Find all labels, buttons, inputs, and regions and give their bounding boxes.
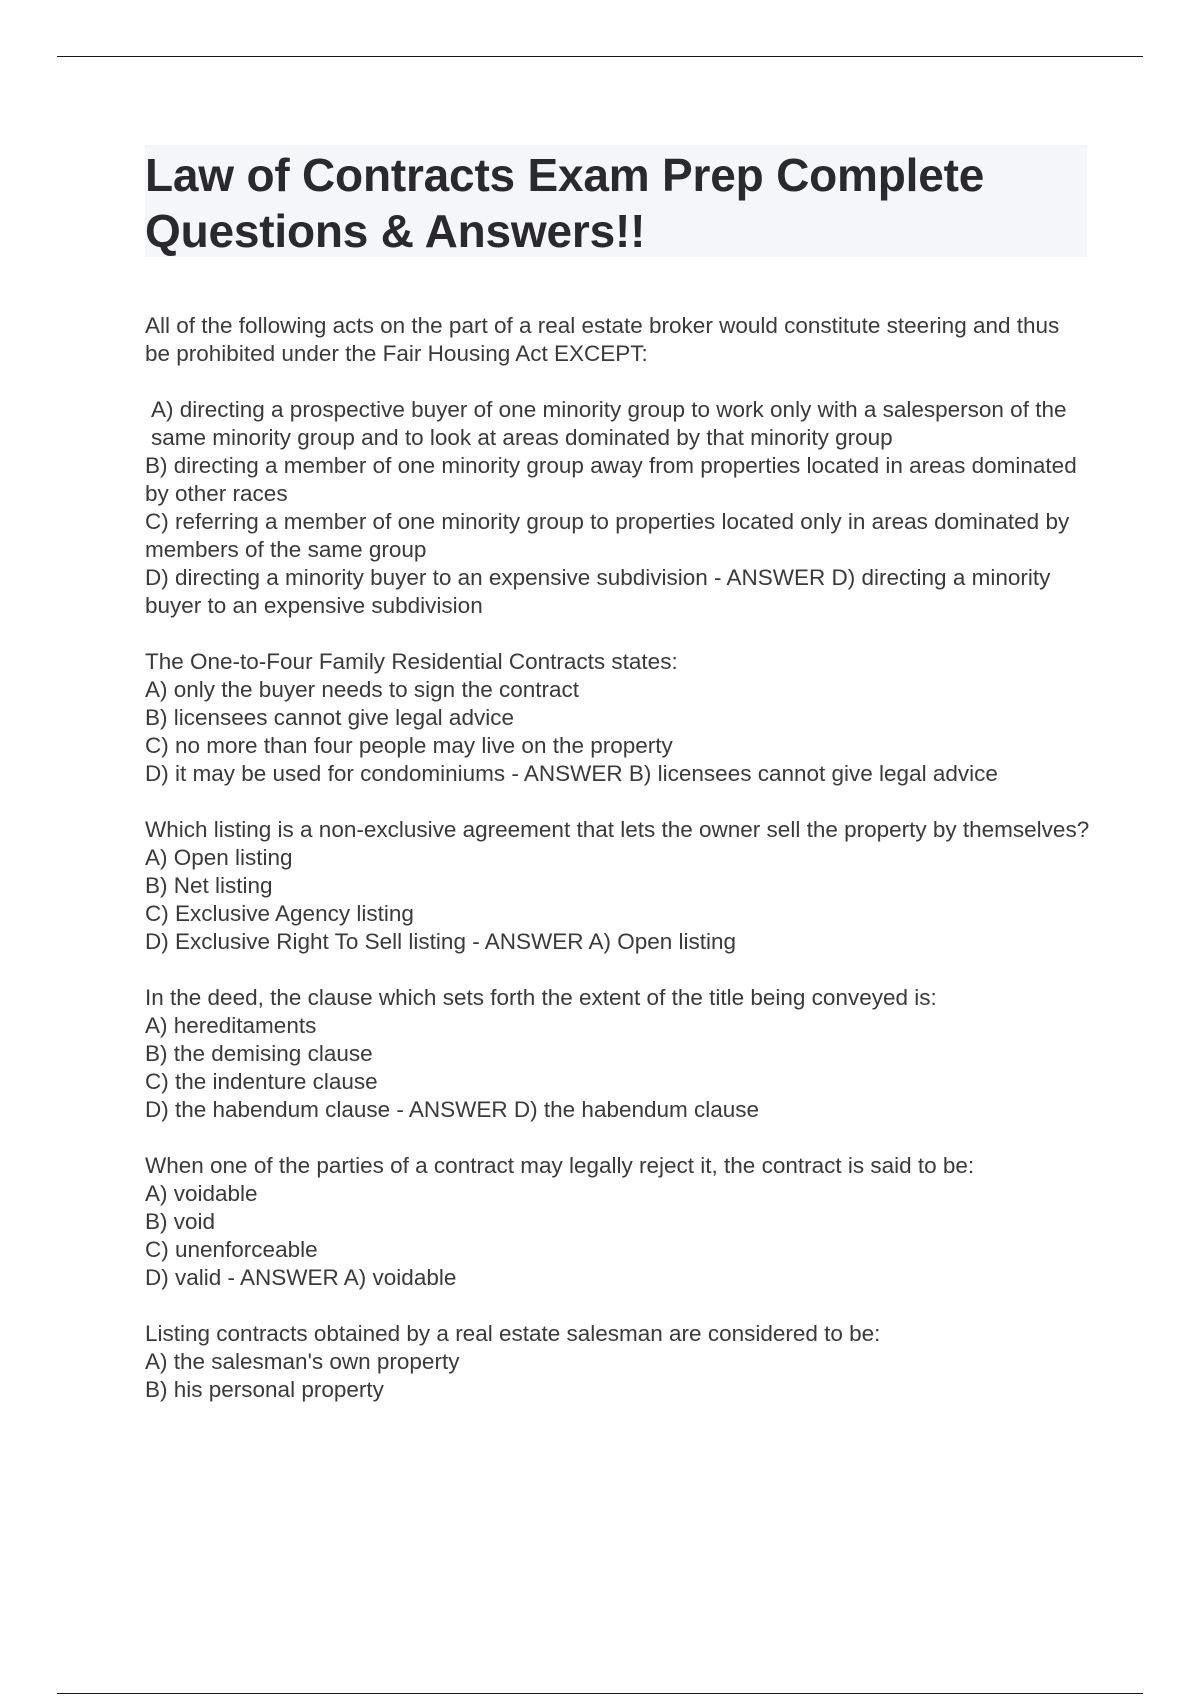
question-item [145, 1152, 1090, 1292]
option-a: A) Open listing [145, 845, 293, 870]
option-a: A) only the buyer needs to sign the contract [145, 677, 580, 702]
bottom-rule [57, 1693, 1143, 1694]
option-c: C) no more than four people may live on the property [145, 733, 673, 758]
page-title: Law of Contracts Exam Prep Complete Questions & Answers!! [145, 149, 985, 257]
option-d-answer: D) valid - ANSWER A) voidable [145, 1265, 457, 1290]
question-text: Listing contracts obtained by a real estate salesman are considered to be: [145, 1321, 881, 1346]
option-d-answer: D) it may be used for condominiums - ANSWER B) licensees cannot give legal advice [145, 761, 998, 786]
question-item [145, 312, 1090, 620]
option-a: A) directing a prospective buyer of one minority group to work only with a salesperson of the same minority group and to look at areas dominated by that minority group [151, 397, 1067, 450]
option-d-answer: D) directing a minority buyer to an expensive subdivision - ANSWER D) directing a minority buyer to an expensive subdivision [145, 565, 1051, 618]
question-item [145, 648, 1090, 788]
option-b: B) licensees cannot give legal advice [145, 705, 514, 730]
option-d-answer: D) the habendum clause - ANSWER D) the habendum clause [145, 1097, 760, 1122]
option-b: B) his personal property [145, 1377, 384, 1402]
question-item [145, 816, 1090, 956]
option-c: C) referring a member of one minority group to properties located only in areas dominated by members of the same group [145, 509, 1070, 562]
option-c: C) the indenture clause [145, 1069, 378, 1094]
option-b: B) void [145, 1209, 216, 1234]
question-item [145, 1320, 1090, 1404]
option-c: C) Exclusive Agency listing [145, 901, 414, 926]
question-text: The One-to-Four Family Residential Contracts states: [145, 649, 678, 674]
question-item [145, 984, 1090, 1124]
option-a: A) the salesman's own property [145, 1349, 460, 1374]
question-text: When one of the parties of a contract may legally reject it, the contract is said to be: [145, 1153, 975, 1178]
question-text: Which listing is a non-exclusive agreement that lets the owner sell the property by themselves? [145, 817, 1090, 842]
title-block [145, 145, 1087, 257]
option-b: B) Net listing [145, 873, 273, 898]
option-b: B) the demising clause [145, 1041, 373, 1066]
option-a: A) voidable [145, 1181, 258, 1206]
option-c: C) unenforceable [145, 1237, 318, 1262]
option-d-answer: D) Exclusive Right To Sell listing - ANSWER A) Open listing [145, 929, 737, 954]
option-a: A) hereditaments [145, 1013, 317, 1038]
top-rule [57, 56, 1143, 57]
question-text: In the deed, the clause which sets forth the extent of the title being conveyed is: [145, 985, 937, 1010]
question-list [145, 312, 1090, 1432]
question-text: All of the following acts on the part of a real estate broker would constitute steering and thus be prohibited under the Fair Housing Act EXCEPT: [145, 313, 1060, 366]
option-b: B) directing a member of one minority group away from properties located in areas dominated by other races [145, 453, 1077, 506]
